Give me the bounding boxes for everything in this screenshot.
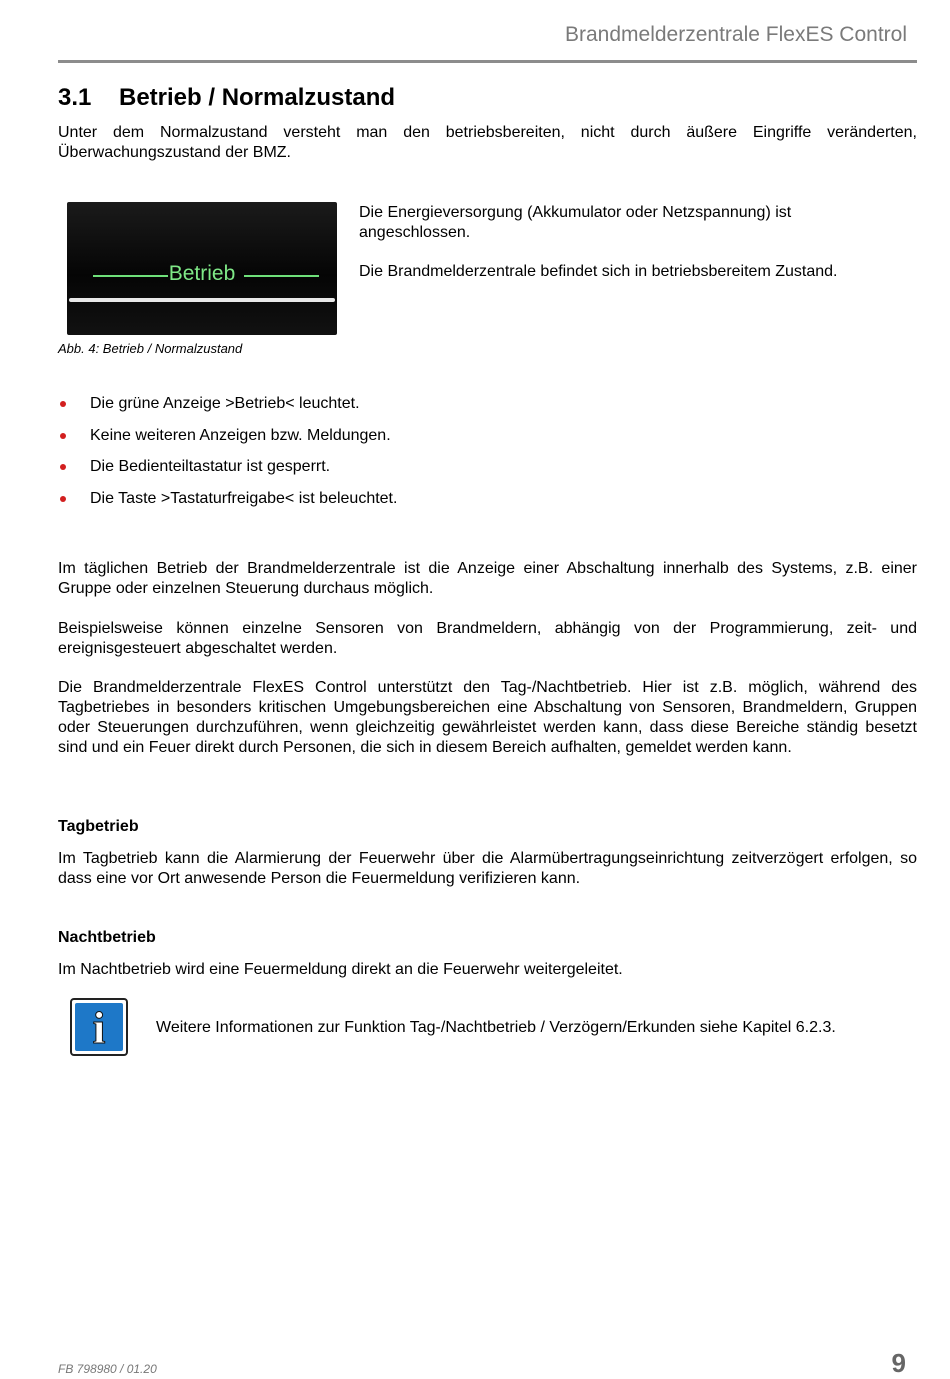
bullet-dot-icon <box>60 433 66 439</box>
footer-doc-id: FB 798980 / 01.20 <box>58 1362 157 1376</box>
section-title: Betrieb / Normalzustand <box>119 84 396 111</box>
list-item-text: Die grüne Anzeige >Betrieb< leuchtet. <box>90 395 360 412</box>
section-number: 3.1 <box>58 84 92 111</box>
figure-text-ready: Die Brandmelderzentrale befindet sich in betriebsbereitem Zustand. <box>359 263 838 280</box>
list-item <box>58 487 758 519</box>
status-display-image <box>67 202 337 335</box>
paragraph-day-night: Die Brandmelderzentrale FlexES Control unterstützt den Tag-/Nachtbetrieb. Hier ist z.B. möglich, während des Tagbetriebes in besonders kritischen Umgebungsbereichen eine Abschaltung von Sensoren, Brandmeldern, Gruppen oder Steuerungen durchzuführen, wenn gleichzeitig gewährleistet werden kann, dass diese Bereiche ständig besetzt sind und ein Feuer direkt durch Personen, die sich in diesem Bereich aufhalten, gemeldet werden kann. <box>58 679 917 756</box>
header-divider <box>58 60 917 63</box>
paragraph-daily-operation: Im täglichen Betrieb der Brandmelderzentrale ist die Anzeige einer Abschaltung innerhalb des Systems, z.B. einer Gruppe oder einzelnen Steuerung durchaus möglich. <box>58 560 917 597</box>
display-line-right <box>244 275 319 277</box>
info-note-text: Weitere Informationen zur Funktion Tag-/Nachtbetrieb / Verzögern/Erkunden siehe Kapitel 6.2.3. <box>156 1019 836 1036</box>
list-item <box>58 424 758 456</box>
status-bullet-list <box>58 392 758 518</box>
bullet-dot-icon <box>60 464 66 470</box>
page-number: 9 <box>891 1348 906 1378</box>
list-item-text: Keine weiteren Anzeigen bzw. Meldungen. <box>90 426 391 444</box>
info-icon-glyph: i <box>92 1002 106 1053</box>
intro-paragraph: Unter dem Normalzustand versteht man den betriebsbereiten, nicht durch äußere Eingriffe veränderten, Überwachungszustand der BMZ. <box>58 124 917 161</box>
list-item-text: Die Bedienteiltastatur ist gesperrt. <box>90 458 331 475</box>
bullet-dot-icon <box>60 401 66 407</box>
tagbetrieb-heading: Tagbetrieb <box>58 818 139 835</box>
list-item <box>58 392 758 424</box>
display-label: Betrieb <box>168 262 236 285</box>
bullet-dot-icon <box>60 496 66 502</box>
section-heading <box>58 84 395 112</box>
nachtbetrieb-text: Im Nachtbetrieb wird eine Feuermeldung direkt an die Feuerwehr weitergeleitet. <box>58 961 623 978</box>
info-icon-background <box>75 1003 123 1051</box>
display-bar <box>69 298 335 302</box>
info-icon <box>70 998 128 1056</box>
list-item-text: Die Taste >Tastaturfreigabe< ist beleuchtet. <box>90 489 398 507</box>
figure-text-power: Die Energieversorgung (Akkumulator oder Netzspannung) ist angeschlossen. <box>359 204 792 241</box>
paragraph-sensor-shutdown: Beispielsweise können einzelne Sensoren von Brandmeldern, abhängig von der Programmierung, zeit- und ereignisgesteuert abgeschaltet werden. <box>58 620 917 657</box>
tagbetrieb-text: Im Tagbetrieb kann die Alarmierung der Feuerwehr über die Alarmübertragungseinrichtung zeitverzögert erfolgen, so dass eine vor Ort anwesende Person die Feuermeldung verifizieren kann. <box>58 850 917 887</box>
figure-caption: Abb. 4: Betrieb / Normalzustand <box>58 341 243 356</box>
list-item <box>58 455 758 487</box>
nachtbetrieb-heading: Nachtbetrieb <box>58 929 156 946</box>
header-title: Brandmelderzentrale FlexES Control <box>565 23 907 46</box>
